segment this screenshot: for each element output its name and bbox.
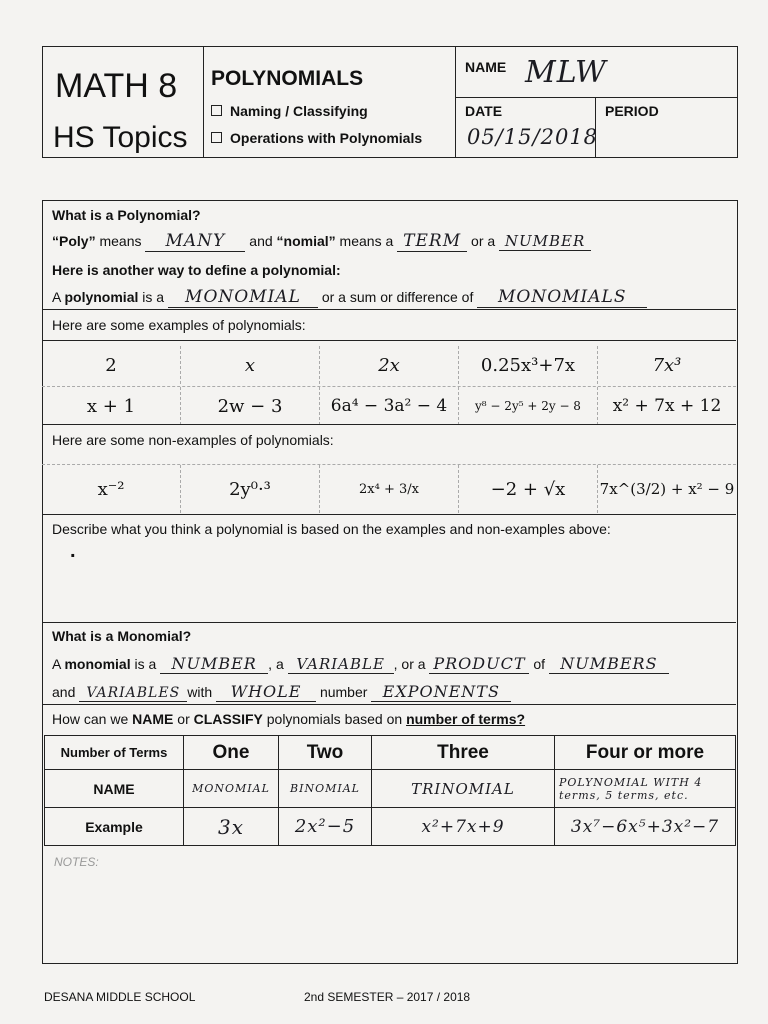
row-label: NAME <box>45 770 184 808</box>
name-cell[interactable]: MONOMIAL <box>184 770 279 808</box>
example-cell[interactable]: 3x <box>184 808 279 846</box>
header-cell: Number of Terms <box>45 736 184 770</box>
monomial-answer-6[interactable]: WHOLE <box>216 682 316 702</box>
examples-label: Here are some examples of polynomials: <box>52 317 306 333</box>
polynomial-heading: What is a Polynomial? <box>52 207 201 223</box>
example-cell: 2w − 3 <box>181 387 320 425</box>
name-block <box>455 47 737 98</box>
header-box <box>42 46 738 158</box>
divider <box>42 514 736 515</box>
header-cell: One <box>184 736 279 770</box>
example-cell: 2x <box>320 346 459 384</box>
table-row <box>45 770 736 808</box>
notes-label: NOTES: <box>54 855 99 869</box>
example-cell: 6a⁴ − 3a² − 4 <box>320 387 459 425</box>
nomial-answer[interactable]: TERM <box>397 231 467 252</box>
monomial-answer-1[interactable]: NUMBER <box>160 654 268 674</box>
divider <box>42 424 736 425</box>
non-example-cell: 7x^(3/2) + x² − 9 <box>599 480 735 498</box>
divider <box>42 704 736 705</box>
course-block <box>43 47 204 157</box>
non-example-cell: x⁻² <box>42 465 181 513</box>
date-value[interactable]: 05/15/2018 <box>467 125 599 149</box>
monomial-heading: What is a Monomial? <box>52 628 192 644</box>
polynomial-definition-line: A polynomial is a MONOMIAL or a sum or difference of MONOMIALS <box>52 287 647 308</box>
examples-row-2 <box>42 386 736 425</box>
describe-answer-area[interactable]: . <box>70 540 76 562</box>
table-header-row <box>45 736 736 770</box>
classify-question: How can we NAME or CLASSIFY polynomials based on number of terms? <box>52 711 526 727</box>
non-examples-label: Here are some non-examples of polynomials: <box>52 432 334 448</box>
example-cell: x <box>181 346 320 384</box>
example-cell: x² + 7x + 12 <box>612 396 722 416</box>
topic-item: Naming / Classifying <box>211 103 368 119</box>
header-cell: Two <box>279 736 372 770</box>
date-label: DATE <box>465 103 503 119</box>
course-subtitle: HS Topics <box>53 121 188 154</box>
checkbox-icon[interactable] <box>211 132 222 143</box>
name-value[interactable]: MLW <box>525 55 607 90</box>
terms-table <box>44 735 736 846</box>
examples-row-1 <box>42 346 736 384</box>
non-examples-row <box>42 464 736 513</box>
name-cell[interactable]: POLYNOMIAL WITH 4 terms, 5 terms, etc. <box>555 770 736 808</box>
name-label: NAME <box>465 59 507 75</box>
describe-prompt: Describe what you think a polynomial is based on the examples and non-examples above: <box>52 521 611 537</box>
date-block <box>455 97 599 157</box>
unit-title: POLYNOMIALS <box>211 67 364 90</box>
header-cell: Four or more <box>555 736 736 770</box>
example-cell[interactable]: 3x⁷−6x⁵+3x²−7 <box>555 808 736 846</box>
name-cell[interactable]: BINOMIAL <box>279 770 372 808</box>
definition-answer-1[interactable]: MONOMIAL <box>168 287 318 308</box>
header-cell: Three <box>372 736 555 770</box>
non-example-cell: −2 + √x <box>459 465 598 513</box>
monomial-answer-5[interactable]: VARIABLES <box>79 685 187 702</box>
topic-item: Operations with Polynomials <box>211 130 422 146</box>
monomial-line-2: and VARIABLES with WHOLE number EXPONENTS <box>52 682 511 702</box>
non-example-cell: 2y⁰·³ <box>181 465 320 513</box>
divider <box>42 622 736 623</box>
monomial-answer-2[interactable]: VARIABLE <box>288 655 394 674</box>
poly-answer[interactable]: MANY <box>145 231 245 252</box>
divider <box>42 340 736 341</box>
example-cell: y⁸ − 2y⁵ + 2y − 8 <box>459 387 598 425</box>
monomial-answer-7[interactable]: EXPONENTS <box>371 682 511 702</box>
footer-school: DESANA MIDDLE SCHOOL <box>44 990 196 1004</box>
example-cell: 7x³ <box>652 354 682 376</box>
divider <box>42 309 736 310</box>
name-cell[interactable]: TRINOMIAL <box>372 770 555 808</box>
example-cell: 2 <box>42 346 181 384</box>
poly-means-line: “Poly” means MANY and “nomial” means a TERM or a NUMBER <box>52 231 591 252</box>
example-cell[interactable]: 2x²−5 <box>279 808 372 846</box>
table-row <box>45 808 736 846</box>
example-cell: x + 1 <box>42 387 181 425</box>
example-cell: 0.25x³+7x <box>459 346 598 384</box>
period-label: PERIOD <box>605 103 659 119</box>
monomial-line-1: A monomial is a NUMBER , a VARIABLE , or a PRODUCT of NUMBERS <box>52 654 669 674</box>
checkbox-icon[interactable] <box>211 105 222 116</box>
main-box <box>42 200 738 964</box>
definition-answer-2[interactable]: MONOMIALS <box>477 287 647 308</box>
monomial-answer-3[interactable]: PRODUCT <box>429 654 529 674</box>
non-example-cell: 2x⁴ + 3/x <box>320 465 459 513</box>
course-title: MATH 8 <box>55 67 178 105</box>
nomial-answer-2[interactable]: NUMBER <box>499 232 591 251</box>
monomial-answer-4[interactable]: NUMBERS <box>549 654 669 674</box>
footer-semester: 2nd SEMESTER – 2017 / 2018 <box>304 990 471 1004</box>
row-label: Example <box>45 808 184 846</box>
example-cell[interactable]: x²+7x+9 <box>372 808 555 846</box>
another-way-heading: Here is another way to define a polynomial: <box>52 262 341 278</box>
unit-block <box>203 47 456 157</box>
